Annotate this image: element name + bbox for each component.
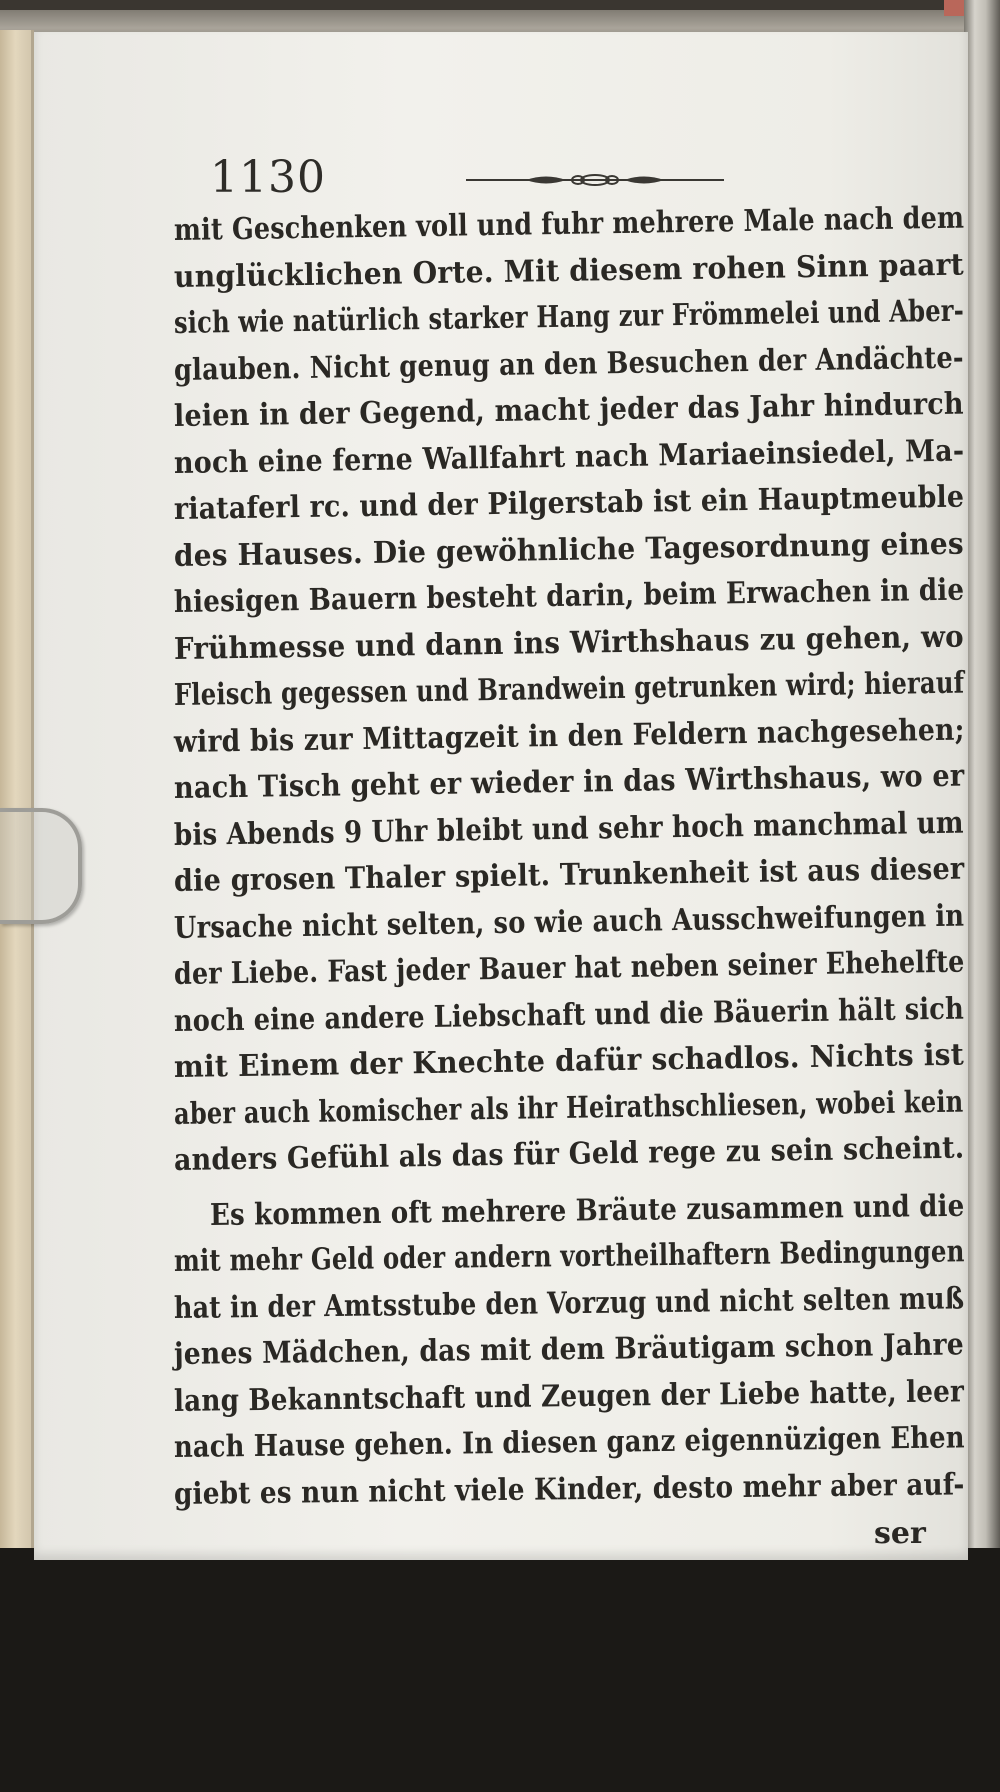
text-line: mit mehr Geld oder andern vortheilhaftern Bedingungen <box>173 1234 965 1279</box>
text-line: noch eine andere Liebschaft und die Bäuerin hält sich <box>173 991 965 1039</box>
text-line: anders Gefühl als das für Geld rege zu sein scheint. <box>173 1130 965 1178</box>
text-line: Fleisch gegessen und Brandwein getrunken wird; hierauf <box>173 665 965 713</box>
text-line: Frühmesse und dann ins Wirthshaus zu gehen, wo <box>173 619 964 667</box>
text-line: glauben. Nicht genug an den Besuchen der Andächte- <box>173 340 965 388</box>
text-line: Ursache nicht selten, so wie auch Ausschweifungen in <box>173 898 965 946</box>
page-stack-edge <box>964 0 1000 1560</box>
book-spine-edge <box>0 30 34 1550</box>
book-top-shadow <box>0 0 1000 10</box>
text-line: mit Einem der Knechte dafür schadlos. Nichts ist <box>173 1037 965 1085</box>
text-line: hiesigen Bauern besteht darin, beim Erwachen in die <box>173 572 965 620</box>
text-line: noch eine ferne Wallfahrt nach Mariaeinsiedel, Ma- <box>173 433 965 481</box>
text-line: giebt es nun nicht viele Kinder, desto mehr aber auf- <box>173 1466 965 1512</box>
text-line: unglücklichen Orte. Mit diesem rohen Sinn paart <box>173 247 965 295</box>
text-line: jenes Mädchen, das mit dem Bräutigam schon Jahre <box>173 1327 965 1372</box>
book-page <box>34 32 968 1560</box>
dark-background <box>0 1548 1000 1792</box>
text-line: leien in der Gegend, macht jeder das Jahr hindurch <box>173 386 964 434</box>
text-line: hat in der Amtsstube den Vorzug und nicht selten muß <box>173 1280 965 1326</box>
text-line: mit Geschenken voll und fuhr mehrere Male nach dem <box>173 200 965 248</box>
text-line: bis Abends 9 Uhr bleibt und sehr hoch manchmal um <box>173 805 964 853</box>
text-line: aber auch komischer als ihr Heirathschliesen, wobei kein <box>173 1084 964 1132</box>
text-line: Es kommen oft mehrere Bräute zusammen und die <box>209 1188 965 1233</box>
page-clip <box>0 808 82 924</box>
text-line: nach Hause gehen. In diesen ganz eigennüzigen Ehen <box>173 1420 965 1465</box>
text-line: lang Bekanntschaft und Zeugen der Liebe hatte, leer <box>173 1373 965 1419</box>
text-line: die grosen Thaler spielt. Trunkenheit ist aus dieser <box>173 851 965 899</box>
text-line: sich wie natürlich starker Hang zur Frömmelei und Aber- <box>173 293 965 341</box>
body-text <box>34 32 968 1560</box>
text-line: nach Tisch geht er wieder in das Wirthshaus, wo er <box>173 758 965 806</box>
text-line: der Liebe. Fast jeder Bauer hat neben seiner Ehehelfte <box>173 944 965 992</box>
text-line: riataferl rc. und der Pilgerstab ist ein Hauptmeuble <box>173 479 965 527</box>
text-line: wird bis zur Mittagzeit in den Feldern nachgesehen; <box>173 712 965 760</box>
catchword: ser <box>874 1516 926 1551</box>
page-number: 1130 <box>210 152 326 203</box>
text-line: des Hauses. Die gewöhnliche Tagesordnung eines <box>173 526 965 574</box>
